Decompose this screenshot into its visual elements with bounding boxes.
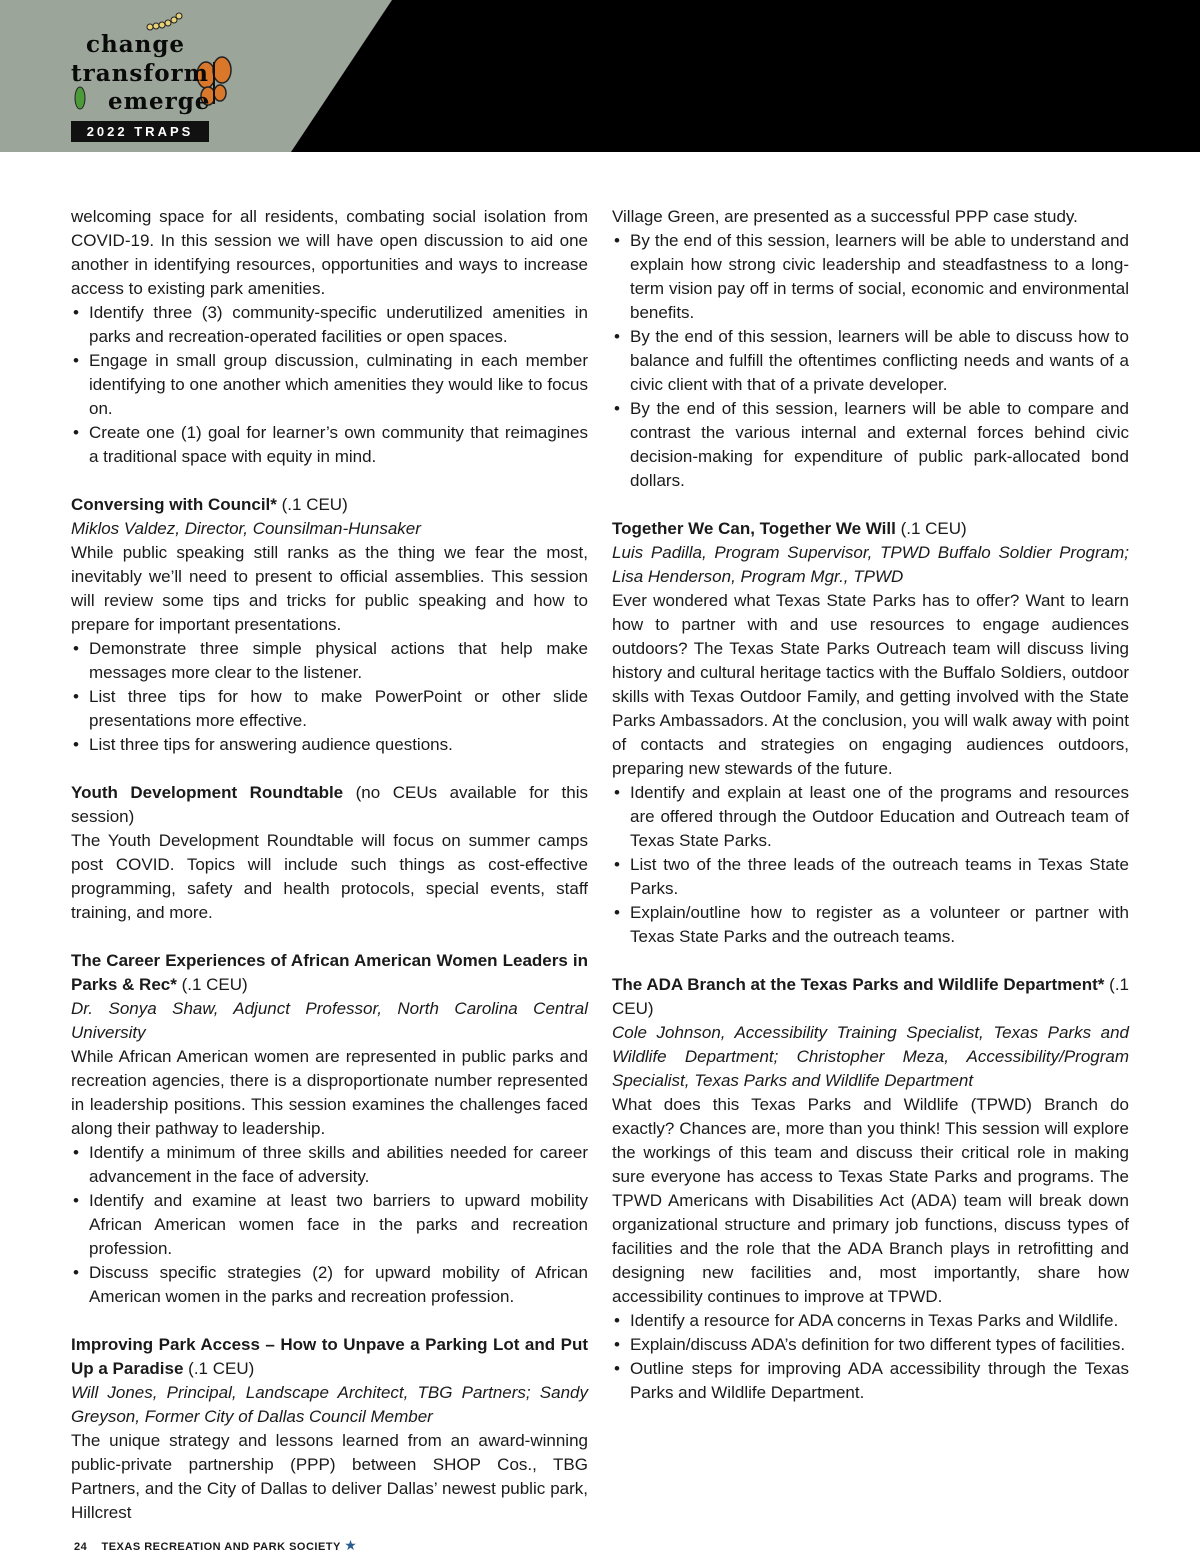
session-speakers: Will Jones, Principal, Landscape Architect, TBG Partners; Sandy Greyson, Former City of Dallas Council Member: [71, 1383, 588, 1426]
star-icon: ★: [344, 1537, 358, 1553]
list-item: • List two of the three leads of the outreach teams in Texas State Parks.: [612, 853, 1129, 901]
session-bullet-list: [612, 781, 1129, 949]
session-title: Together We Can, Together We Will: [612, 519, 896, 538]
session-speakers: Luis Padilla, Program Supervisor, TPWD Buffalo Soldier Program; Lisa Henderson, Program Mgr., TPWD: [612, 543, 1129, 586]
intro-text: welcoming space for all residents, combating social isolation from COVID-19. In this session we will have open discussion to aid one another in identifying resources, opportunities and ways to increase access to existing park amenities.: [71, 207, 588, 298]
page-footer: [74, 1537, 357, 1554]
session-description: Ever wondered what Texas State Parks has to offer? Want to learn how to partner with and use resources to engage audiences outdoors? The Texas State Parks Outreach team will discuss living history and cultural heritage tactics with the Buffalo Soldiers, outdoor skills with Texas Outdoor Family, and getting involved with the State Parks Ambassadors. At the conclusion, you will walk away with point of contacts and strategies on engaging audiences outdoors, preparing new stewards of the future.: [612, 591, 1129, 778]
continuation-text: Village Green, are presented as a successful PPP case study.: [612, 207, 1078, 226]
continuation-bullet-list: [612, 229, 1129, 493]
session-speakers: Dr. Sonya Shaw, Adjunct Professor, North Carolina Central University: [71, 999, 588, 1042]
list-item: • By the end of this session, learners will be able to compare and contrast the various internal and external forces behind civic decision-making for expenditure of public park-allocated bond dollars.: [612, 397, 1129, 493]
publication-name: TEXAS RECREATION AND PARK SOCIETY: [101, 1541, 341, 1553]
session-description: The Youth Development Roundtable will focus on summer camps post COVID. Topics will include such things as cost-effective programming, safety and health protocols, special events, staff training, and more.: [71, 831, 588, 922]
session-ceu: (no CEUs available for this session): [71, 783, 589, 826]
logo-word-3: emerge: [108, 88, 211, 115]
list-item: • Explain/outline how to register as a volunteer or partner with Texas State Parks and the outreach teams.: [612, 901, 1129, 949]
intro-bullet-list: [71, 301, 588, 469]
session-ceu: (.1 CEU): [276, 495, 348, 514]
session-bullet-list: [71, 637, 588, 757]
list-item: • By the end of this session, learners will be able to understand and explain how strong civic leadership and steadfastness to a long-term vision pay off in terms of social, economic and environmental benefits.: [612, 229, 1129, 325]
session-description: While African American women are represented in public parks and recreation agencies, there is a disproportionate number represented in leadership positions. This session examines the challenges faced along their pathway to leadership.: [71, 1047, 588, 1138]
list-item: • Identify and explain at least one of the programs and resources are offered through the Outdoor Education and Outreach team of Texas State Parks.: [612, 781, 1129, 853]
session-ceu: (.1 CEU): [176, 975, 248, 994]
session-ada-branch: [612, 973, 1129, 1405]
session-ceu: (.1 CEU): [612, 975, 1129, 1018]
session-title: The ADA Branch at the Texas Parks and Wildlife Department*: [612, 975, 1105, 994]
session-description: What does this Texas Parks and Wildlife (TPWD) Branch do exactly? Chances are, more than you think! This session will explore the workings of this team and discuss their critical role in making sure everyone has access to Texas State Parks and programs. The TPWD Americans with Disabilities Act (ADA) team will break down organizational structure and primary job functions, discuss types of facilities and the role that the ADA Branch plays in retrofitting and designing new facilities and, most importantly, share how accessibility continues to improve at TPWD.: [612, 1095, 1129, 1306]
list-item: • Outline steps for improving ADA accessibility through the Texas Parks and Wildlife Department.: [612, 1357, 1129, 1405]
session-bullet-list: [612, 1309, 1129, 1405]
logo-word-1: change: [86, 31, 186, 58]
right-column: [612, 205, 1129, 1405]
session-title: Improving Park Access – How to Unpave a Parking Lot and Put Up a Paradise: [71, 1335, 588, 1378]
session-speakers: Miklos Valdez, Director, Counsilman-Hunsaker: [71, 519, 421, 538]
session-ceu: (.1 CEU): [895, 519, 967, 538]
session-title: Conversing with Council*: [71, 495, 277, 514]
session-improving-park-access: [71, 1333, 588, 1525]
list-item: • Explain/discuss ADA’s definition for two different types of facilities.: [612, 1333, 1129, 1357]
chrysalis-icon: [75, 87, 85, 109]
session-ceu: (.1 CEU): [183, 1359, 255, 1378]
session-title: Youth Development Roundtable: [71, 783, 344, 802]
list-item: • By the end of this session, learners will be able to discuss how to balance and fulfill the oftentimes conflicting needs and wants of a civic client with that of a private developer.: [612, 325, 1129, 397]
list-item: • Identify and examine at least two barriers to upward mobility African American women face in the parks and recreation profession.: [71, 1189, 588, 1261]
event-badge: 2022 TRAPS: [71, 121, 209, 142]
list-item: • Identify a minimum of three skills and abilities needed for career advancement in the face of adversity.: [71, 1141, 588, 1189]
page-header: [0, 0, 1200, 152]
session-description: While public speaking still ranks as the thing we fear the most, inevitably we’ll need to present to official assemblies. This session will review some tips and tricks for public speaking and how to prepare for important presentations.: [71, 543, 588, 634]
list-item: • List three tips for answering audience questions.: [71, 733, 588, 757]
session-speakers: Cole Johnson, Accessibility Training Specialist, Texas Parks and Wildlife Department; Christopher Meza, Accessibility/Program Specialist, Texas Parks and Wildlife Department: [612, 1023, 1129, 1090]
list-item: • Demonstrate three simple physical actions that help make messages more clear to the listener.: [71, 637, 588, 685]
list-item: • Identify three (3) community-specific underutilized amenities in parks and recreation-operated facilities or open spaces.: [71, 301, 588, 349]
list-item: • Create one (1) goal for learner’s own community that reimagines a traditional space with equity in mind.: [71, 421, 588, 469]
session-description: The unique strategy and lessons learned from an award-winning public-private partnership (PPP) between SHOP Cos., TBG Partners, and the City of Dallas to deliver Dallas’ newest public park, Hillcrest: [71, 1431, 588, 1522]
list-item: • Engage in small group discussion, culminating in each member identifying to one another which amenities they would like to focus on.: [71, 349, 588, 421]
session-together-we-can: [612, 517, 1129, 949]
left-column: [71, 205, 588, 1525]
logo-word-2: transform: [71, 60, 210, 87]
session-title: The Career Experiences of African American Women Leaders in Parks & Rec*: [71, 951, 588, 994]
session-career-experiences: [71, 949, 588, 1309]
list-item: • List three tips for how to make PowerPoint or other slide presentations more effective.: [71, 685, 588, 733]
session-bullet-list: [71, 1141, 588, 1309]
list-item: • Identify a resource for ADA concerns in Texas Parks and Wildlife.: [612, 1309, 1129, 1333]
list-item: • Discuss specific strategies (2) for upward mobility of African American women in the parks and recreation profession.: [71, 1261, 588, 1309]
session-conversing-with-council: [71, 493, 588, 757]
page-number: 24: [74, 1541, 88, 1553]
session-youth-development-roundtable: [71, 781, 588, 925]
